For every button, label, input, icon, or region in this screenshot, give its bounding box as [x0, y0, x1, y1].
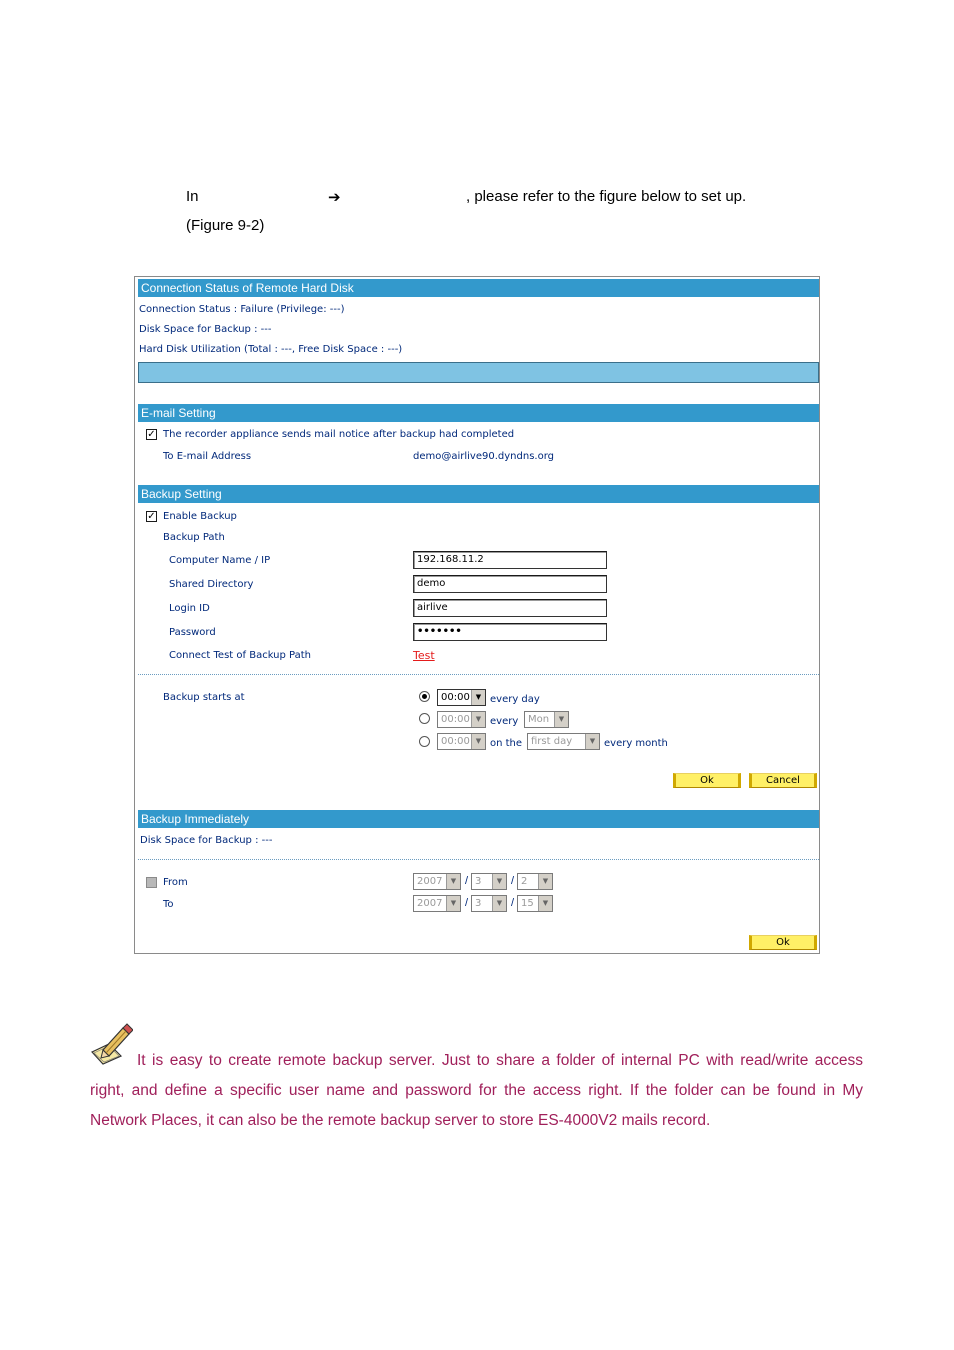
- weekday-select[interactable]: Mon ▼: [524, 711, 569, 728]
- chevron-down-icon: ▼: [492, 874, 506, 889]
- radio-every-week[interactable]: [419, 713, 430, 724]
- to-email-label: To E-mail Address: [163, 451, 252, 462]
- date-separator: /: [465, 875, 469, 887]
- from-day-select[interactable]: 2 ▼: [517, 873, 553, 890]
- from-month-select[interactable]: 3 ▼: [471, 873, 507, 890]
- date-separator: /: [511, 875, 515, 887]
- intro-line-1: [186, 188, 806, 205]
- backup-starts-label: Backup starts at: [163, 692, 245, 703]
- utilization-bar: [138, 362, 819, 383]
- computer-name-label: Computer Name / IP: [169, 555, 271, 566]
- login-id-label: Login ID: [169, 603, 210, 614]
- to-email-value: demo@airlive90.dyndns.org: [413, 451, 554, 462]
- to-day-select[interactable]: 15 ▼: [517, 895, 553, 912]
- chevron-down-icon: ▼: [446, 896, 460, 911]
- from-label: From: [163, 877, 188, 888]
- date-separator: /: [511, 897, 515, 909]
- figure-caption: (Figure 9-2): [186, 217, 265, 234]
- to-month-select[interactable]: 3 ▼: [471, 895, 507, 912]
- weekly-time-select[interactable]: 00:00 ▼: [437, 711, 486, 728]
- immediate-disk-space: Disk Space for Backup : ---: [140, 835, 273, 846]
- backup-settings-figure: [134, 276, 820, 954]
- tip-text: It is easy to create remote backup server. Just to share a folder of internal PC with read/write access right, and define a specific user name and password for the access right. If the folder can be found in My Network Places, it can also be the remote backup server to store ES-4000V2 mails record.: [90, 1052, 863, 1129]
- mail-notice-label: The recorder appliance sends mail notice after backup had completed: [163, 429, 515, 440]
- from-checkbox[interactable]: [146, 877, 157, 888]
- monthly-time-select[interactable]: 00:00 ▼: [437, 733, 486, 750]
- connection-status: Connection Status : Failure (Privilege: ---): [139, 304, 345, 315]
- backup-immediately-header: Backup Immediately: [138, 810, 819, 828]
- mail-notice-checkbox[interactable]: ✓: [147, 429, 156, 440]
- to-label: To: [163, 899, 174, 910]
- chevron-down-icon: ▼: [538, 874, 552, 889]
- test-link[interactable]: Test: [413, 649, 435, 662]
- login-id-input[interactable]: airlive: [413, 599, 607, 617]
- password-label: Password: [169, 627, 216, 638]
- chevron-down-icon: ▼: [471, 690, 485, 705]
- every-month-label: every month: [604, 738, 668, 749]
- intro-rest: , please refer to the figure below to set up.: [466, 188, 747, 205]
- chevron-down-icon: ▼: [585, 734, 599, 749]
- email-setting-header: E-mail Setting: [138, 404, 819, 422]
- backup-now-ok-button[interactable]: Ok: [749, 935, 817, 950]
- backup-setting-header: Backup Setting: [138, 485, 819, 503]
- arrow-icon: ➔: [328, 189, 341, 206]
- chevron-down-icon: ▼: [446, 874, 460, 889]
- chevron-down-icon: ▼: [492, 896, 506, 911]
- hard-disk-utilization: Hard Disk Utilization (Total : ---, Free Disk Space : ---): [139, 344, 403, 355]
- every-label: every: [490, 716, 519, 727]
- enable-backup-label: Enable Backup: [163, 511, 237, 522]
- radio-every-month[interactable]: [419, 736, 430, 747]
- shared-directory-label: Shared Directory: [169, 579, 254, 590]
- chevron-down-icon: ▼: [554, 712, 568, 727]
- shared-directory-input[interactable]: demo: [413, 575, 607, 593]
- divider: [138, 674, 819, 675]
- radio-every-day[interactable]: [419, 691, 430, 702]
- divider: [138, 859, 819, 860]
- tip-note: [90, 1046, 863, 1136]
- chevron-down-icon: ▼: [471, 712, 485, 727]
- date-separator: /: [465, 897, 469, 909]
- ok-button[interactable]: Ok: [673, 773, 741, 788]
- chevron-down-icon: ▼: [471, 734, 485, 749]
- every-day-label: every day: [490, 694, 540, 705]
- remote-status-header: Connection Status of Remote Hard Disk: [138, 279, 819, 297]
- cancel-button[interactable]: Cancel: [749, 773, 817, 788]
- disk-space-status: Disk Space for Backup : ---: [139, 324, 272, 335]
- on-the-label: on the: [490, 738, 523, 749]
- from-year-select[interactable]: 2007 ▼: [413, 873, 461, 890]
- password-input[interactable]: •••••••: [413, 623, 607, 641]
- to-year-select[interactable]: 2007 ▼: [413, 895, 461, 912]
- backup-path-label: Backup Path: [163, 532, 225, 543]
- computer-name-input[interactable]: 192.168.11.2: [413, 551, 607, 569]
- enable-backup-checkbox[interactable]: ✓: [147, 511, 156, 522]
- intro-in: In: [186, 188, 199, 205]
- connect-test-label: Connect Test of Backup Path: [169, 650, 312, 661]
- month-day-select[interactable]: first day ▼: [527, 733, 600, 750]
- daily-time-select[interactable]: 00:00 ▼: [437, 689, 486, 706]
- chevron-down-icon: ▼: [538, 896, 552, 911]
